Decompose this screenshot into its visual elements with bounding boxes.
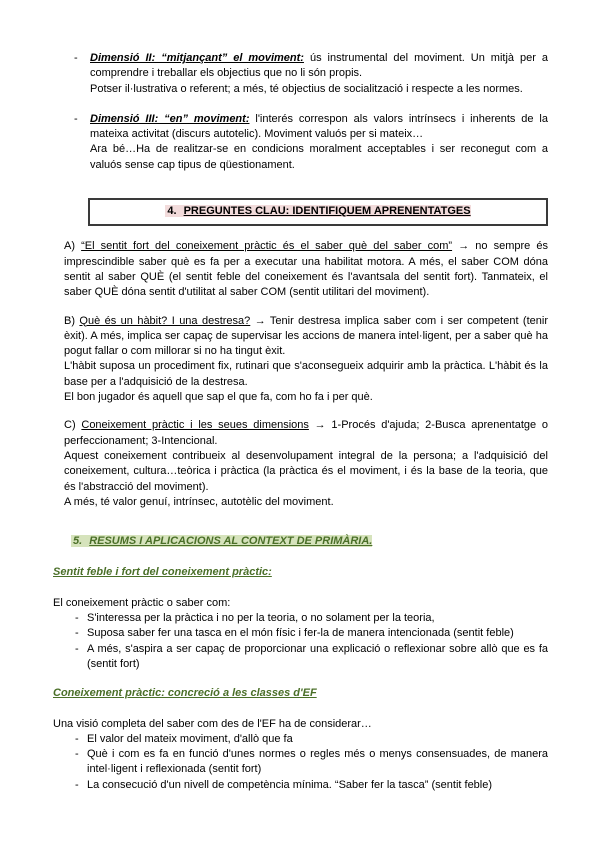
bullet-dash: - [75, 612, 79, 625]
bullet-dash: - [75, 642, 79, 655]
list-item [75, 642, 548, 673]
paragraph-c-answer: → 1-Procés d'ajuda; 2-Busca aprenentatge o perfeccionament; 3-Intencional. [64, 419, 548, 447]
paragraph-a-text [64, 239, 548, 300]
dimension-3-note: Ara bé…Ha de realitzar-se en condicions moralment acceptables i ser reconegut com a valuós sense cap tipus de qüestionament. [90, 143, 548, 171]
dimension-2-content [90, 51, 548, 97]
section-4-heading-box [88, 198, 548, 226]
bullet-dash: - [75, 778, 79, 791]
list-item [75, 778, 548, 793]
paragraph-b-extra-1: L'hàbit suposa un procediment fix, rutinari que s'aconsegueix adquirir amb la pràctica. L'hàbit és la base per a l'adquisició de la destresa. [64, 360, 548, 388]
paragraph-c-question: Coneixement pràctic i les seues dimensions [81, 419, 309, 432]
paragraph-c-label: C) [64, 419, 76, 432]
list-item-dimension-2 [74, 51, 548, 97]
list-item [75, 611, 548, 626]
paragraph-a-label: A) [64, 240, 75, 253]
section-5-number: 5. [71, 535, 89, 547]
list-item-text: La consecució d'un nivell de competència mínima. “Saber fer la tasca” (sentit feble) [87, 778, 493, 791]
dimension-3-text [90, 112, 548, 143]
bullet-dash: - [74, 52, 78, 64]
paragraph-b [64, 314, 548, 406]
dimension-3-content [90, 112, 548, 173]
list-item-text: El valor del mateix moviment, d'allò que fa [87, 732, 293, 745]
subsection-1-intro: El coneixement pràctic o saber com: [53, 596, 231, 609]
subheading-concrecio-classes-ef: Coneixement pràctic: concreció a les classes d'EF [53, 687, 317, 700]
dimension-2-body: ús instrumental del moviment. Un mitjà per a comprendre i treballar els objectius que no li són propis. [90, 52, 548, 80]
paragraph-b-text [64, 314, 548, 360]
list-item [75, 732, 548, 747]
section-4-title: PREGUNTES CLAU: IDENTIFIQUEM APRENENTATGES [183, 205, 471, 218]
paragraph-a [64, 239, 548, 300]
list-item-text: Què i com es fa en funció d'unes normes o regles més o menys consensuades, de manera intel·ligent i reflexionada (sentit fort) [87, 748, 548, 776]
paragraph-b-label: B) [64, 314, 75, 327]
list-item [75, 626, 548, 641]
bullet-dash: - [75, 748, 79, 761]
list-item [75, 747, 548, 778]
dimension-3-body: l'interés correspon als valors intrínsecs i inherents de la mateixa activitat (discurs autotelic). Moviment valuós per si mateix… [90, 112, 548, 141]
paragraph-b-extra-2: El bon jugador és aquell que sap el que fa, com ho fa i per què. [64, 391, 373, 404]
paragraph-b-question: Què és un hàbit? I una destresa? [79, 314, 251, 327]
dimension-2-text [90, 51, 548, 82]
section-4-number: 4. [165, 205, 183, 217]
bullet-dash: - [75, 732, 79, 745]
paragraph-a-answer: → no sempre és imprescindible saber què es fa per a executar una habilitat motora. A més, el saber COM dóna sentit al saber QUÈ (el sentit feble del coneixement és l'avantsala del sentit fort). Tanmateix, el saber QUÈ dóna sentit d'utilitat al saber COM (sentit utilitari del moviment). [64, 240, 549, 299]
list-item-text: Suposa saber fer una tasca en el món físic i fer-la de manera intencionada (sentit feble) [87, 627, 514, 640]
section-5-title: RESUMS I APLICACIONS AL CONTEXT DE PRIMÀRIA. [89, 535, 373, 548]
paragraph-c [64, 418, 548, 510]
bullet-dash: - [75, 627, 79, 640]
list-item-text: S'interessa per la pràctica i no per la teoria, o no solament per la teoria, [87, 612, 435, 625]
paragraph-a-question: “El sentit fort del coneixement pràctic és el saber què del saber com” [81, 240, 453, 253]
dimension-2-lead: Dimensió II: “mitjançant” el moviment: [90, 52, 304, 64]
subheading-sentit-feble-fort: Sentit feble i fort del coneixement pràctic: [53, 566, 272, 579]
paragraph-c-text [64, 418, 548, 449]
subsection-2-intro: Una visió completa del saber com des de l'EF ha de considerar… [53, 717, 372, 730]
list-item-text: A més, s'aspira a ser capaç de proporcionar una explicació o reflexionar sobre allò que es fa (sentit fort) [87, 642, 548, 670]
section-5-heading [71, 534, 548, 549]
list-item-dimension-3 [74, 112, 548, 173]
paragraph-b-answer: → Tenir destresa implica saber com i ser competent (tenir èxit). A més, implica ser capaç de supervisar les accions de manera intel·ligent, per a saber què ha pogut fallar o com millorar si no ha tingut èxit. [64, 314, 548, 358]
bullet-dash: - [74, 112, 78, 125]
paragraph-c-extra-1: Aquest coneixement contribueix al desenvolupament integral de la persona; a l'adquisició del coneixement, cultura…teòrica i pràctica (la pràctica és el moviment, i és la base de la teoria, que és l'abstracció del moviment). [64, 449, 548, 493]
dimension-2-note: Potser il·lustrativa o referent; a més, té objectius de socialització i respecte a les normes. [90, 82, 523, 95]
dimension-3-lead: Dimensió III: “en” moviment: [90, 112, 250, 125]
paragraph-c-extra-2: A més, té valor genuí, intrínsec, autotèlic del moviment. [64, 495, 334, 508]
